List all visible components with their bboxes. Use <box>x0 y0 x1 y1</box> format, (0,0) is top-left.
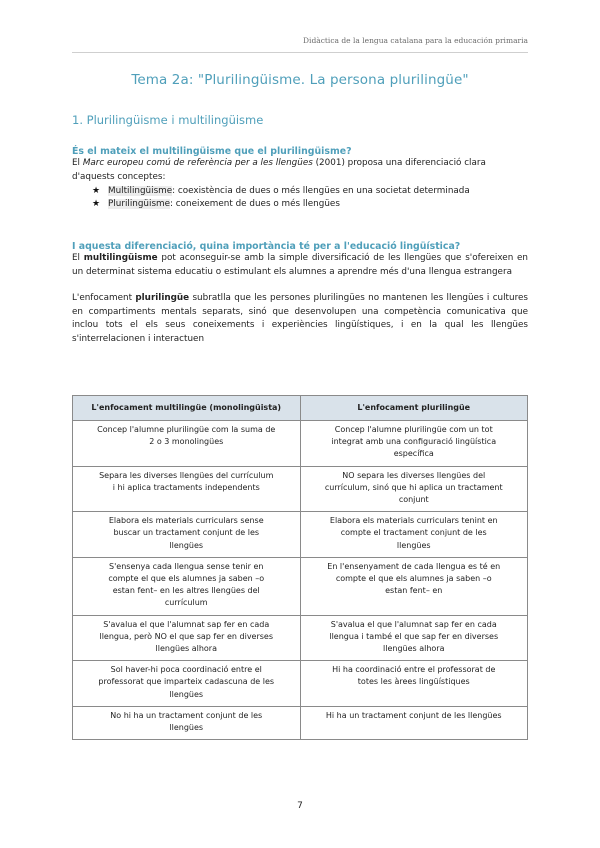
table-header-row <box>73 396 528 421</box>
table-cell: S'avalua el que l'alumnat sap fer en cada llengua i també el que sap fer en diverses llengües alhora <box>300 615 528 661</box>
column-header-multilingual: L'enfocament multilingüe (monolingüista) <box>73 396 301 421</box>
multilingualism-paragraph <box>72 252 528 280</box>
running-header: Didàctica de la lengua catalana para la educación primaria <box>303 36 528 45</box>
intro-text-end: (2001) proposa una diferenciació clara d'aquests conceptes: <box>72 158 486 182</box>
comparison-table <box>72 395 528 740</box>
table-row <box>73 661 528 707</box>
paragraph-text-end: pot aconseguir-se amb la simple diversificació de les llengües que s'ofereixen en un determinat sistema educatiu o estimulant els alumnes a aprendre més d'una llengua estrangera <box>72 253 528 277</box>
table-row <box>73 466 528 512</box>
plurilingual-paragraph <box>72 292 528 347</box>
table-cell: Hi ha un tractament conjunt de les llengües <box>300 706 528 739</box>
table-cell: Hi ha coordinació entre el professorat de totes les àrees lingüístiques <box>300 661 528 707</box>
term-plurilingual: plurilingüe <box>135 292 190 303</box>
table-row <box>73 615 528 661</box>
question-heading-1: És el mateix el multilingüisme que el plurilingüisme? <box>72 146 352 157</box>
paragraph-text-end: subratlla que les persones plurilingües no mantenen les llengües i cultures en compartiments mentals separats, sinó que desenvolupen una competència comunicativa que inclou tots el els seus coneixements i experiències lingüístiques, i en la qual les llengües s'interrelacionen i interactuen <box>72 292 528 345</box>
paragraph-text-start: El <box>72 253 84 264</box>
list-item <box>92 198 528 212</box>
header-divider <box>72 52 528 53</box>
page-number: 7 <box>297 801 303 811</box>
paragraph-text-start: L'enfocament <box>72 292 136 303</box>
intro-paragraph <box>72 157 528 185</box>
section-heading: 1. Plurilingüisme i multilingüisme <box>72 113 264 127</box>
table-row <box>73 557 528 615</box>
definition-text: : coneixement de dues o més llengües <box>170 199 340 210</box>
table-row <box>73 706 528 739</box>
table-cell: S'avalua el que l'alumnat sap fer en cada llengua, però NO el que sap fer en diverses llengües alhora <box>73 615 301 661</box>
star-bullet-icon: ★ <box>92 199 101 210</box>
definition-term: Plurilingüisme <box>108 199 171 210</box>
table-cell: Concep l'alumne plurilingüe com la suma de 2 o 3 monolingües <box>73 421 301 467</box>
table-cell: Sol haver-hi poca coordinació entre el professorat que imparteix cadascuna de les llengües <box>73 661 301 707</box>
definition-text: : coexistència de dues o més llengües en una societat determinada <box>172 185 470 196</box>
term-multilingualism: multilingüisme <box>83 253 158 264</box>
table-cell: Concep l'alumne plurilingüe com un tot integrat amb una configuració lingüística específica <box>300 421 528 467</box>
table-row <box>73 421 528 467</box>
list-item <box>92 185 528 199</box>
table-cell: En l'ensenyament de cada llengua es té en compte el que els alumnes ja saben –o estan fent– en <box>300 557 528 615</box>
table-cell: S'ensenya cada llengua sense tenir en compte el que els alumnes ja saben –o estan fent– en les altres llengües del currículum <box>73 557 301 615</box>
star-bullet-icon: ★ <box>92 185 101 196</box>
table-cell: Separa les diverses llengües del currículum i hi aplica tractaments independents <box>73 466 301 512</box>
intro-text-start: El <box>72 158 83 168</box>
table-cell: No hi ha un tractament conjunt de les llengües <box>73 706 301 739</box>
table-cell: Elabora els materials curriculars tenint en compte el tractament conjunt de les llengües <box>300 512 528 558</box>
column-header-plurilingual: L'enfocament plurilingüe <box>300 396 528 421</box>
table-row <box>73 512 528 558</box>
definition-list <box>72 185 528 213</box>
question-heading-2: I aquesta diferenciació, quina importància té per a l'educació lingüística? <box>72 241 461 253</box>
cefr-title: Marc europeu comú de referència per a les llengües <box>82 158 313 168</box>
definition-term: Multilingüisme <box>108 185 173 196</box>
page-title: Tema 2a: "Plurilingüisme. La persona plurilingüe" <box>131 72 469 88</box>
table-cell: Elabora els materials curriculars sense buscar un tractament conjunt de les llengües <box>73 512 301 558</box>
page-content <box>72 72 528 347</box>
table-cell: NO separa les diverses llengües del currículum, sinó que hi aplica un tractament conjunt <box>300 466 528 512</box>
